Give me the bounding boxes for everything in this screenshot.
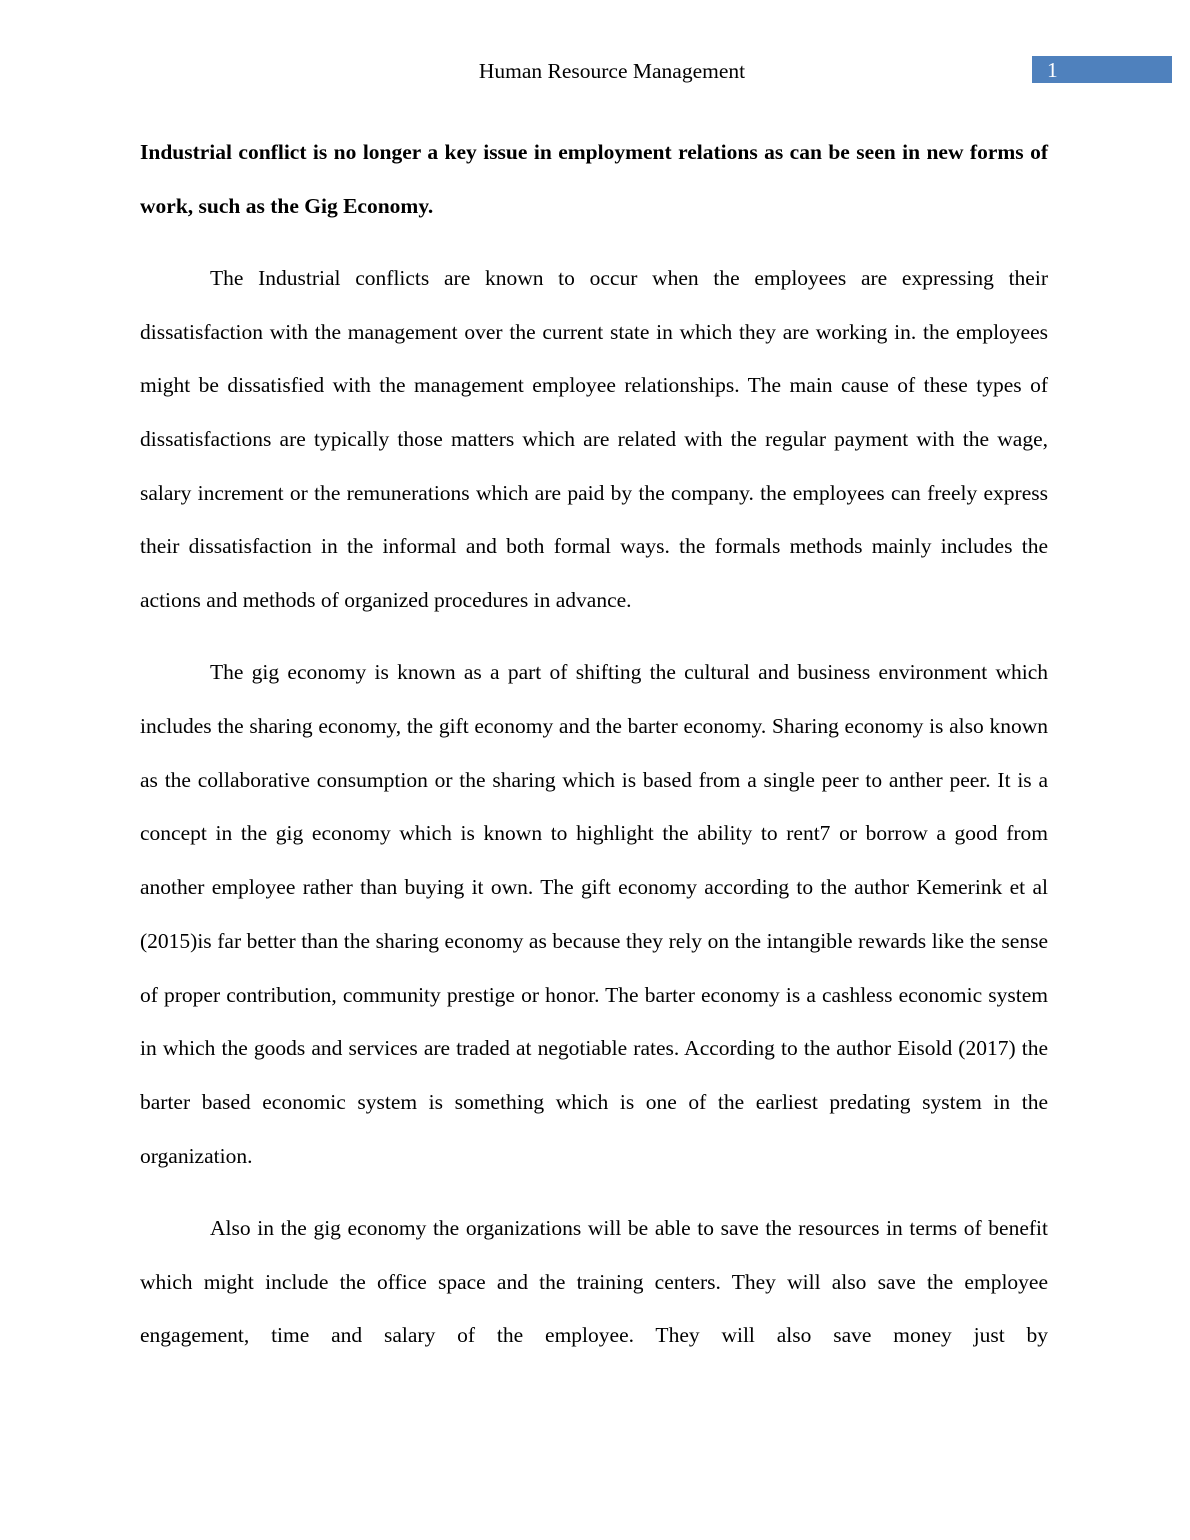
page-number-badge — [1032, 56, 1172, 83]
page-header-title: Human Resource Management — [478, 59, 746, 83]
page-number: 1 — [1047, 58, 1058, 82]
paragraph-1: The Industrial conflicts are known to occur when the employees are expressing their dissatisfaction with the management over the current state in which they are working in. the employees might be dissatisfied with the management employee relationships. The main cause of these types of dissatisfactions are typically those matters which are related with the regular payment with the wage, salary increment or the remunerations which are paid by the company. the employees can freely express their dissatisfaction in the informal and both formal ways. the formals methods mainly includes the actions and methods of organized procedures in advance. — [140, 265, 1048, 613]
paragraph-3: Also in the gig economy the organizations will be able to save the resources in terms of benefit which might include the office space and the training centers. They will also save the employee engagement, time and salary of the employee. They will also save money just by — [140, 1215, 1048, 1348]
paragraph-2: The gig economy is known as a part of shifting the cultural and business environment which includes the sharing economy, the gift economy and the barter economy. Sharing economy is also known as the collaborative consumption or the sharing which is based from a single peer to anther peer. It is a concept in the gig economy which is known to highlight the ability to rent7 or borrow a good from another employee rather than buying it own. The gift economy according to the author Kemerink et al (2015)is far better than the sharing economy as because they rely on the intangible rewards like the sense of proper contribution, community prestige or honor. The barter economy is a cashless economic system in which the goods and services are traded at negotiable rates. According to the author Eisold (2017) the barter based economic system is something which is one of the earliest predating system in the organization. — [140, 660, 1048, 1168]
document-title: Industrial conflict is no longer a key issue in employment relations as can be seen in new forms of work, such as the Gig Economy. — [140, 140, 1048, 218]
document-body — [140, 126, 1048, 1381]
